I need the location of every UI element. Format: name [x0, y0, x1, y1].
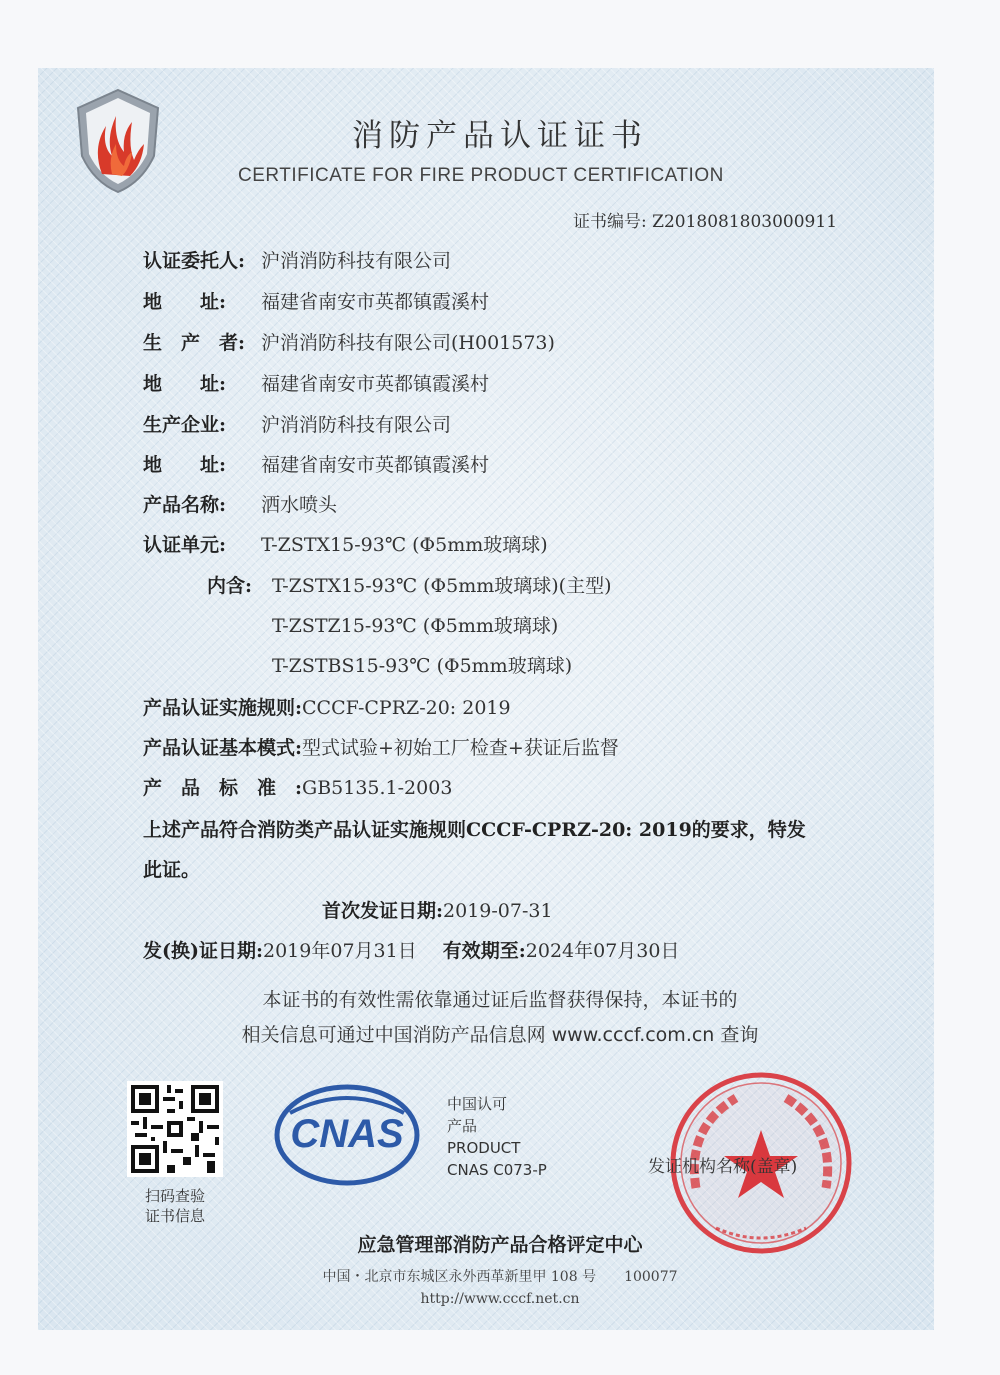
model-item: T-ZSTZ15-93℃ (Φ5mm玻璃球) [272, 615, 559, 637]
field-address-1-value: 福建省南安市英都镇霞溪村 [261, 291, 490, 313]
cnas-logo-text: CNAS [290, 1112, 404, 1156]
first-issue-date-label: 首次发证日期: [322, 900, 444, 922]
qr-caption-line-2: 证书信息 [144, 1207, 205, 1225]
field-standard-label: 产 品 标 准 : [143, 777, 303, 799]
field-standard-value: GB5135.1-2003 [302, 777, 453, 799]
field-enterprise [143, 410, 451, 437]
cnas-line-2: 产品 [447, 1117, 478, 1135]
field-address-2-label: 地 址: [143, 373, 227, 395]
field-address-3-value: 福建省南安市英都镇霞溪村 [261, 454, 490, 476]
organization-url[interactable]: http://www.cccf.net.cn [420, 1291, 580, 1307]
certificate-number [573, 207, 837, 232]
model-item: T-ZSTX15-93℃ (Φ5mm玻璃球)(主型) [272, 575, 612, 597]
certificate-title-en: CERTIFICATE FOR FIRE PRODUCT CERTIFICATION [238, 165, 724, 186]
field-standard [143, 773, 452, 800]
field-product-value: 洒水喷头 [261, 494, 338, 516]
field-address-2-value: 福建省南安市英都镇霞溪村 [261, 373, 490, 395]
field-client-value: 沪消消防科技有限公司 [261, 250, 452, 272]
first-issue-date [322, 896, 553, 923]
field-rule-label: 产品认证实施规则: [143, 697, 303, 719]
field-address-3-label: 地 址: [143, 454, 227, 476]
field-address-3 [143, 450, 489, 477]
statement-line-2: 此证。 [143, 859, 201, 881]
field-enterprise-value: 沪消消防科技有限公司 [261, 414, 452, 436]
certificate-number-value: Z2018081803000911 [652, 212, 838, 232]
qr-caption [127, 1186, 223, 1226]
field-rule [143, 693, 511, 720]
qr-caption-line-1: 扫码查验 [144, 1187, 205, 1205]
certificate-title-cn: 消防产品认证证书 [352, 118, 648, 154]
cnas-line-4: CNAS C073-P [447, 1161, 547, 1179]
field-mode-value: 型式试验+初始工厂检查+获证后监督 [302, 737, 619, 759]
model-item: T-ZSTBS15-93℃ (Φ5mm玻璃球) [272, 655, 573, 677]
field-address-1 [143, 287, 489, 314]
field-unit-label: 认证单元: [143, 534, 227, 556]
field-address-2 [143, 369, 489, 396]
field-enterprise-label: 生产企业: [143, 414, 227, 436]
cnas-line-1: 中国认可 [447, 1095, 508, 1113]
field-rule-value: CCCF-CPRZ-20: 2019 [302, 697, 511, 719]
field-producer-value: 沪消消防科技有限公司(H001573) [261, 332, 555, 354]
issuer-caption: 发证机构名称(盖章) [648, 1157, 798, 1177]
field-producer-label: 生 产 者: [143, 332, 246, 354]
field-unit [143, 530, 548, 557]
valid-until-label: 有效期至: [442, 940, 526, 962]
issue-valid-dates [143, 936, 680, 963]
field-mode [143, 733, 619, 760]
notice-line-1: 本证书的有效性需依靠通过证后监督获得保持，本证书的 [262, 989, 738, 1011]
field-mode-label: 产品认证基本模式: [143, 737, 303, 759]
field-product [143, 490, 337, 517]
field-client-label: 认证委托人: [143, 250, 246, 272]
field-address-1-label: 地 址: [143, 291, 227, 313]
valid-until-value: 2024年07月30日 [525, 940, 680, 962]
issuing-organization: 应急管理部消防产品合格评定中心 [357, 1234, 643, 1256]
organization-address: 中国・北京市东城区永外西革新里甲 108 号 100077 [322, 1269, 678, 1285]
field-contains-label: 内含: [207, 575, 253, 597]
first-issue-date-value: 2019-07-31 [443, 900, 553, 922]
issue-date-value: 2019年07月31日 [263, 940, 417, 962]
cnas-logo [272, 1083, 422, 1188]
cnas-accreditation-text [447, 1093, 547, 1181]
certificate-number-label: 证书编号: [573, 212, 647, 232]
qr-code[interactable] [127, 1081, 223, 1177]
field-product-label: 产品名称: [143, 494, 227, 516]
field-producer [143, 328, 555, 355]
field-unit-value: T-ZSTX15-93℃ (Φ5mm玻璃球) [261, 534, 548, 556]
notice-line-2: 相关信息可通过中国消防产品信息网 www.cccf.com.cn 查询 [241, 1024, 759, 1046]
issue-date-label: 发(换)证日期: [143, 940, 263, 962]
statement-line-1: 上述产品符合消防类产品认证实施规则CCCF-CPRZ-20: 2019的要求，特发 [143, 819, 806, 841]
field-client [143, 246, 451, 273]
cnas-line-3: PRODUCT [447, 1139, 521, 1157]
